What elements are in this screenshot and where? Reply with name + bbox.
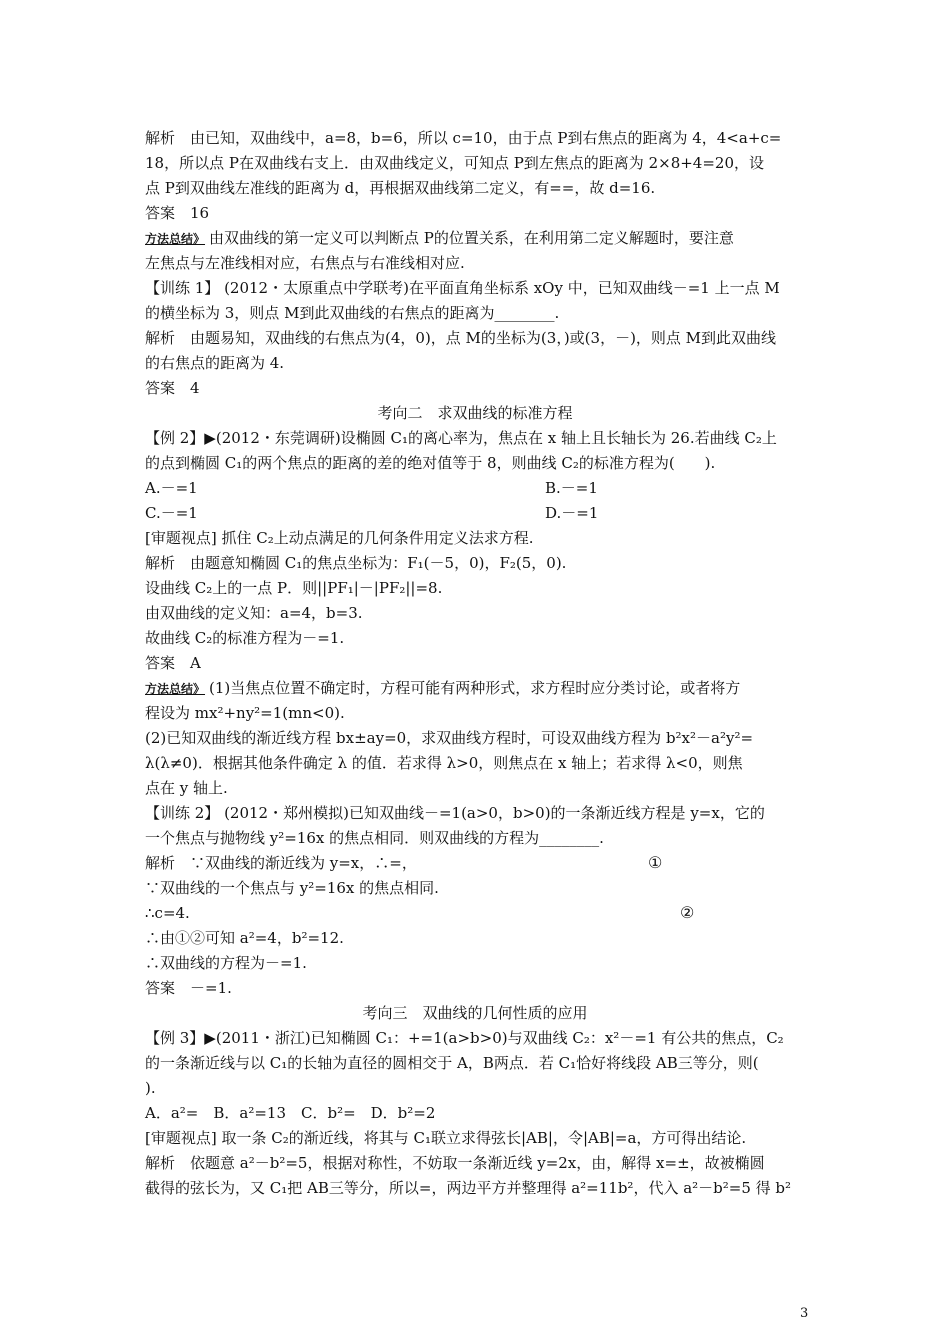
exercise-line: 【训练 1】 (2012・太原重点中学联考)在平面直角坐标系 xOy 中，已知双曲线－=1 上一点 M <box>145 279 780 297</box>
option-a: A.－=1 <box>145 479 198 497</box>
text-line: 解析 由题易知，双曲线的右焦点为(4，0)，点 M的坐标为(3，)或(3，－)，则点 M到此双曲线 <box>145 329 777 347</box>
section-heading: 考向二 求双曲线的标准方程 <box>377 404 573 422</box>
text-line: ∴c=4. <box>145 904 190 922</box>
text-line: 的一条渐近线与以 C₁的长轴为直径的圆相交于 A，B两点．若 C₁恰好将线段 AB三等分，则( <box>145 1054 759 1072</box>
method-summary-tag: 方法总结》 <box>145 232 206 246</box>
option-c: C.－=1 <box>145 504 198 522</box>
text-line: 解析 依题意 a²－b²=5，根据对称性，不妨取一条渐近线 y=2x，由，解得 x=±，故被椭圆 <box>145 1154 765 1172</box>
text-line: 的点到椭圆 C₁的两个焦点的距离的差的绝对值等于 8，则曲线 C₂的标准方程为( ). <box>145 454 716 472</box>
text-line: 故曲线 C₂的标准方程为－=1. <box>145 629 345 647</box>
text-line: 一个焦点与抛物线 y²=16x 的焦点相同．则双曲线的方程为________. <box>145 829 604 847</box>
equation-marker-1: ① <box>648 853 663 872</box>
answer-line: 答案 4 <box>145 379 200 397</box>
text-line: 点在 y 轴上. <box>145 779 228 797</box>
text-line: [审题视点] 取一条 C₂的渐近线，将其与 C₁联立求得弦长|AB|，令|AB|=a，方可得出结论. <box>145 1129 747 1147</box>
answer-line: 答案 －=1. <box>145 979 232 997</box>
text-line: 的右焦点的距离为 4. <box>145 354 285 372</box>
answer-line: 答案 16 <box>145 204 210 222</box>
method-summary-line <box>145 228 734 249</box>
equation-marker-2: ② <box>680 903 695 922</box>
text-line: λ(λ≠0)．根据其他条件确定 λ 的值．若求得 λ>0，则焦点在 x 轴上；若求得 λ<0，则焦 <box>145 754 743 772</box>
text-line: 解析 ∵双曲线的渐近线为 y=x，∴=， <box>145 854 417 872</box>
method-summary-line <box>145 678 740 699</box>
page-number: 3 <box>800 1306 809 1321</box>
text-line: 左焦点与左准线相对应，右焦点与右准线相对应. <box>145 254 465 272</box>
text-line: 截得的弦长为，又 C₁把 AB三等分，所以=，两边平方并整理得 a²=11b²，代入 a²－b²=5 得 b² <box>145 1179 792 1197</box>
text-line: 程设为 mx²+ny²=1(mn<0). <box>145 704 345 722</box>
section-heading: 考向三 双曲线的几何性质的应用 <box>362 1004 588 1022</box>
example-line: 【例 3】▶(2011・浙江)已知椭圆 C₁：+=1(a>b>0)与双曲线 C₂：x²－=1 有公共的焦点，C₂ <box>145 1029 784 1047</box>
option-d: D.－=1 <box>545 504 599 522</box>
text-line: ∵双曲线的一个焦点与 y²=16x 的焦点相同. <box>145 879 439 897</box>
text-span: 由双曲线的第一定义可以判断点 P的位置关系，在利用第二定义解题时，要注意 <box>209 229 734 247</box>
text-line: 设曲线 C₂上的一点 P．则||PF₁|－|PF₂||=8. <box>145 579 443 597</box>
answer-line: 答案 A <box>145 654 201 672</box>
text-line: 18，所以点 P在双曲线右支上．由双曲线定义，可知点 P到左焦点的距离为 2×8+4=20，设 <box>145 154 765 172</box>
text-line: 由双曲线的定义知：a=4，b=3. <box>145 604 363 622</box>
exercise-line: 【训练 2】 (2012・郑州模拟)已知双曲线－=1(a>0，b>0)的一条渐近线方程是 y=x，它的 <box>145 804 765 822</box>
option-b: B.－=1 <box>545 479 598 497</box>
options-line: A．a²= B．a²=13 C．b²= D．b²=2 <box>145 1104 436 1122</box>
text-line: [审题视点] 抓住 C₂上动点满足的几何条件用定义法求方程. <box>145 529 534 547</box>
text-line: 解析 由题意知椭圆 C₁的焦点坐标为：F₁(－5，0)，F₂(5，0). <box>145 554 567 572</box>
text-line: 的横坐标为 3，则点 M到此双曲线的右焦点的距离为________. <box>145 304 560 322</box>
text-line: ∴双曲线的方程为－=1. <box>145 954 307 972</box>
text-line: 点 P到双曲线左准线的距离为 d，再根据双曲线第二定义，有==，故 d=16. <box>145 179 656 197</box>
method-summary-tag: 方法总结》 <box>145 682 206 696</box>
text-span: (1)当焦点位置不确定时，方程可能有两种形式，求方程时应分类讨论，或者将方 <box>209 679 741 697</box>
text-line: (2)已知双曲线的渐近线方程 bx±ay=0，求双曲线方程时，可设双曲线方程为 b²x²－a²y²= <box>145 729 754 747</box>
example-line: 【例 2】▶(2012・东莞调研)设椭圆 C₁的离心率为，焦点在 x 轴上且长轴长为 26.若曲线 C₂上 <box>145 429 777 447</box>
text-line: ∴由①②可知 a²=4，b²=12. <box>145 929 344 947</box>
text-line: ). <box>145 1079 156 1097</box>
text-line: 解析 由已知，双曲线中，a=8，b=6，所以 c=10，由于点 P到右焦点的距离为 4，4<a+c= <box>145 129 782 147</box>
